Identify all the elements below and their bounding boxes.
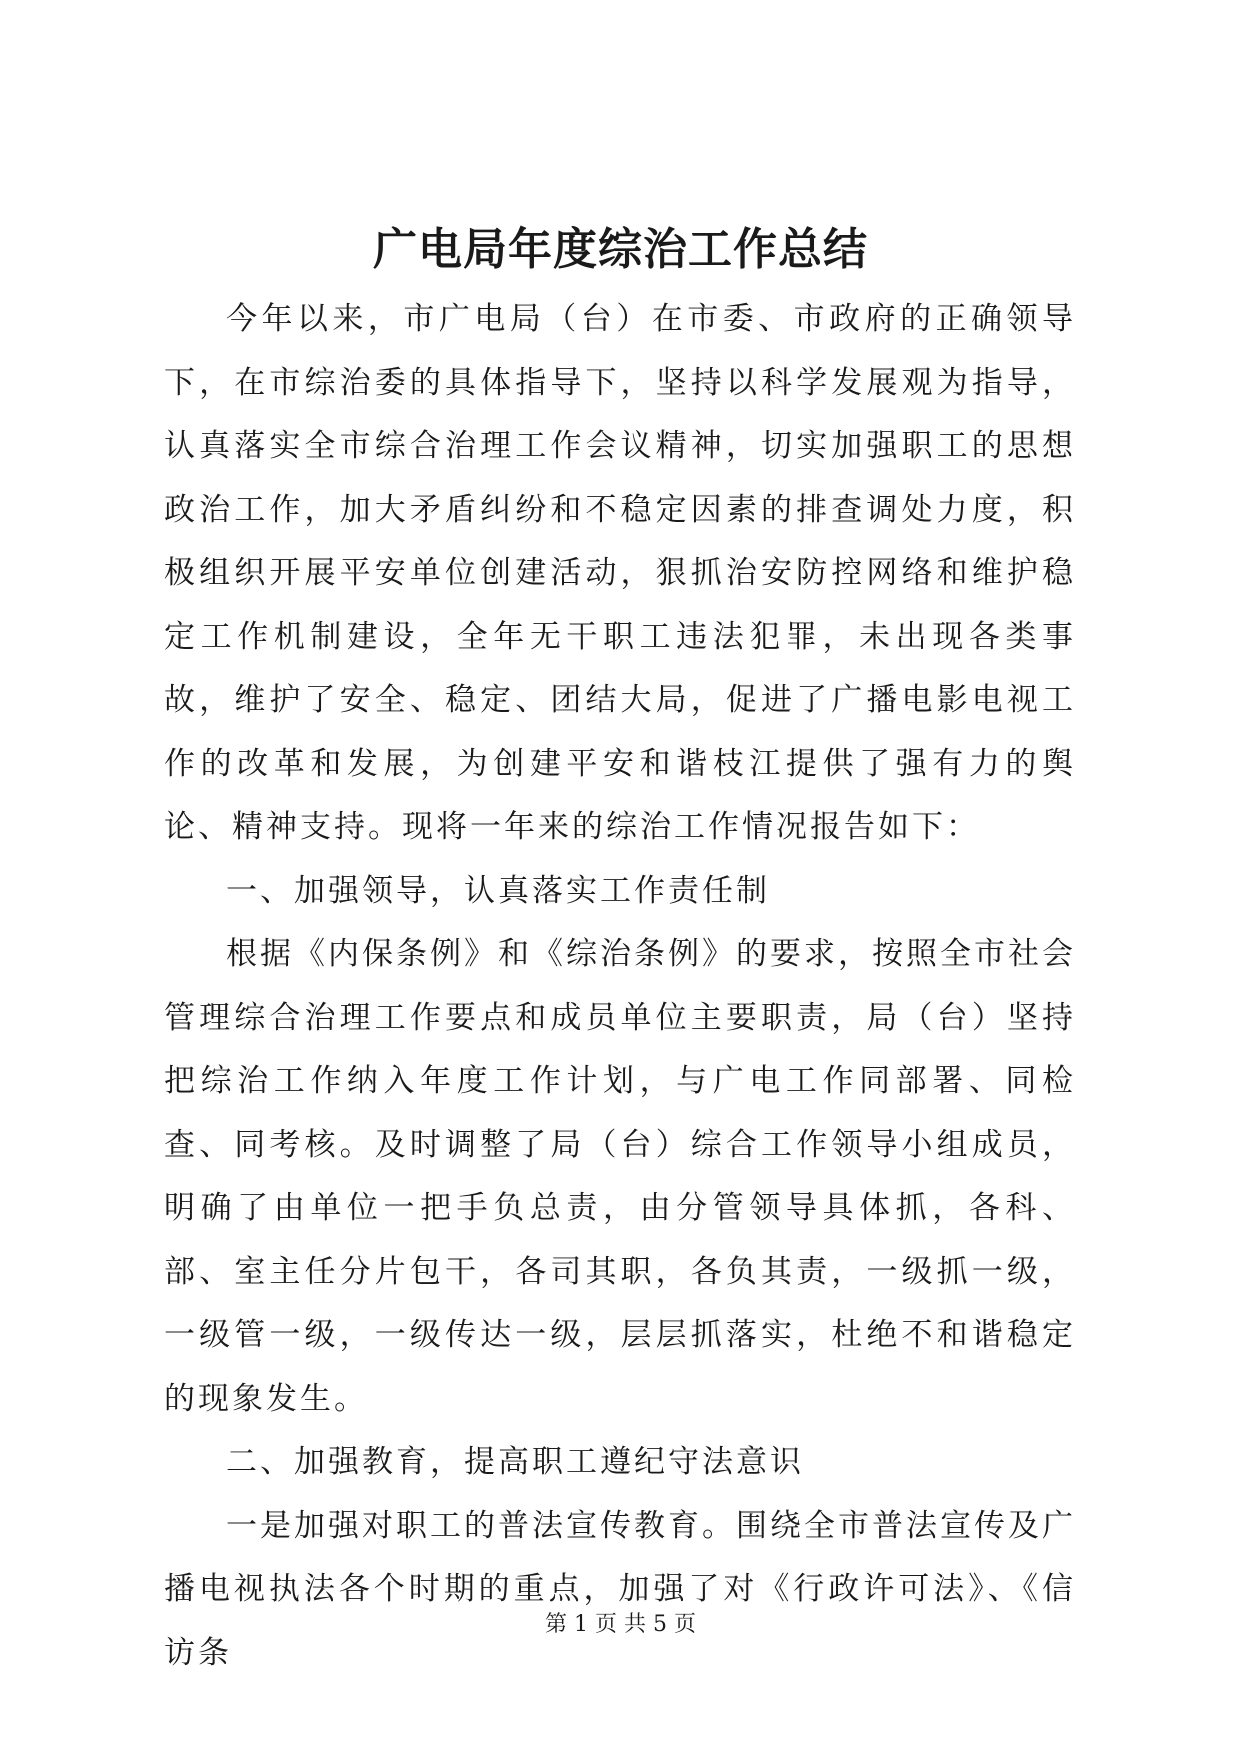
page-footer: 第 1 页 共 5 页 xyxy=(545,1612,696,1637)
section-heading-1: 一、加强领导，认真落实工作责任制 xyxy=(226,872,770,909)
intro-paragraph: 今年以来，市广电局（台）在市委、市政府的正确领导下，在市综治委的具体指导下，坚持以科学发展观为指导，认真落实全市综合治理工作会议精神，切实加强职工的思想政治工作，加大矛盾纠纷和不稳定因素的排查调处力度，积极组织开展平安单位创建活动，狠抓治安防控网络和维护稳定工作机制建设，全年无干职工违法犯罪，未出现各类事故，维护了安全、稳定、团结大局，促进了广播电影电视工作的改革和发展，为创建平安和谐枝江提供了强有力的舆论、精神支持。现将一年来的综治工作情况报告如下： xyxy=(164,301,1076,845)
section-1-paragraph: 根据《内保条例》和《综治条例》的要求，按照全市社会管理综合治理工作要点和成员单位主要职责，局（台）坚持把综治工作纳入年度工作计划，与广电工作同部署、同检查、同考核。及时调整了局（台）综合工作领导小组成员，明确了由单位一把手负总责，由分管领导具体抓，各科、部、室主任分片包干，各司其职，各负其责，一级抓一级，一级管一级，一级传达一级，层层抓落实，杜绝不和谐稳定的现象发生。 xyxy=(164,936,1076,1417)
section-2-paragraph: 一是加强对职工的普法宣传教育。围绕全市普法宣传及广播电视执法各个时期的重点，加强了对《行政许可法》、《信访条 xyxy=(164,1507,1076,1671)
section-heading-2: 二、加强教育，提高职工遵纪守法意识 xyxy=(226,1444,804,1480)
document-title: 广电局年度综治工作总结 xyxy=(373,224,868,275)
document-body xyxy=(164,288,1076,1685)
